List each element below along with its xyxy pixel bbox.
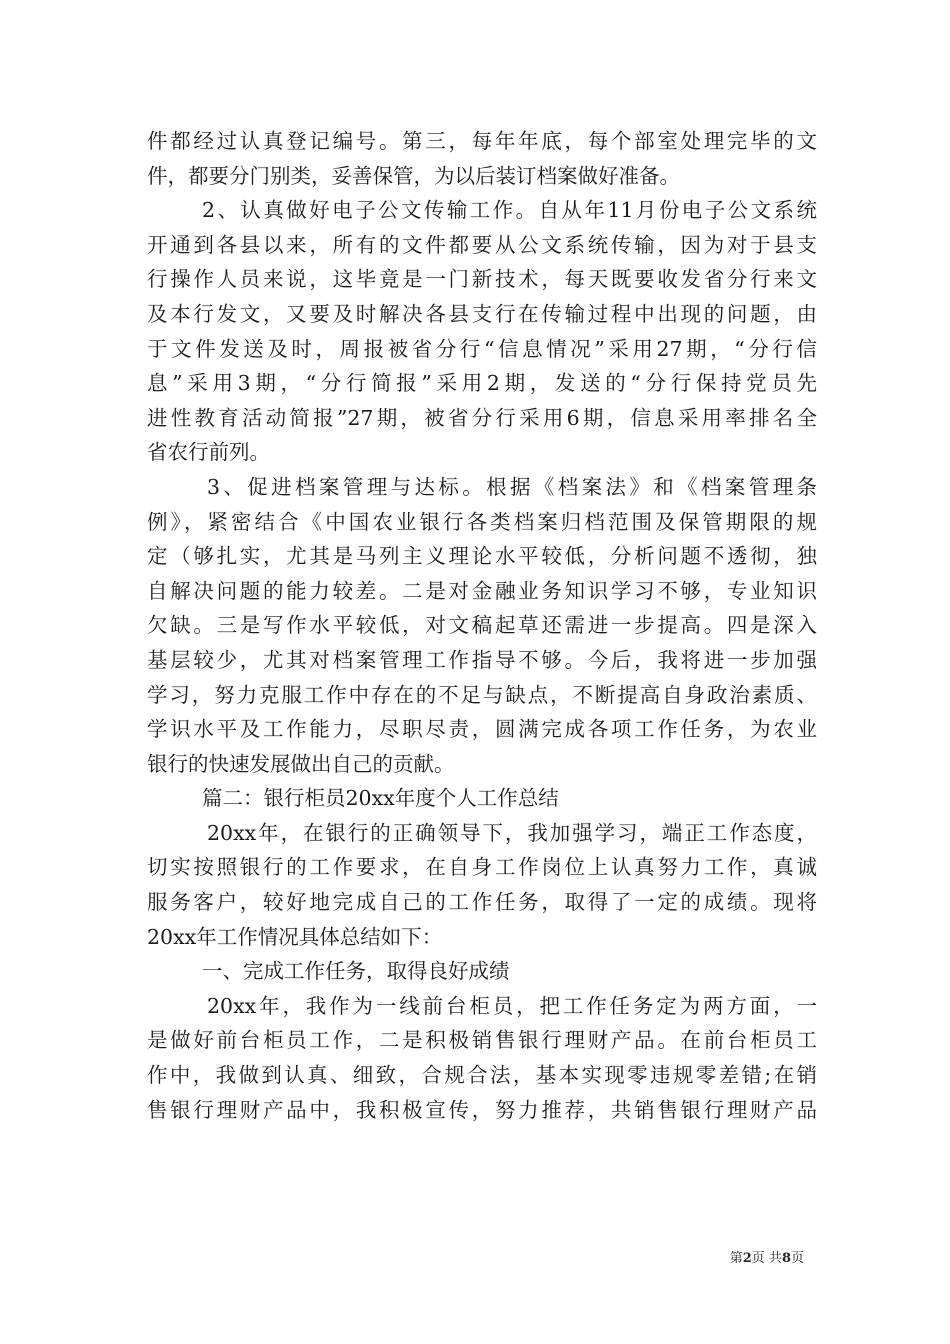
current-page-number: 2 xyxy=(742,1251,752,1266)
text-line: 自解决问题的能力较差。二是对金融业务知识学习不够，专业知识 xyxy=(147,578,817,603)
text-line: 服务客户，较好地完成自己的工作任务，取得了一定的成绩。现将 xyxy=(147,890,817,915)
text-line: 是做好前台柜员工作，二是积极销售银行理财产品。在前台柜员工 xyxy=(147,1028,817,1053)
text-line: 定（够扎实，尤其是马列主义理论水平较低，分析问题不透彻，独 xyxy=(147,544,817,569)
text-line: 件，都要分门别类，妥善保管，为以后装订档案做好准备。 xyxy=(147,163,680,188)
page-footer xyxy=(730,1247,804,1266)
footer-middle: 页 共 xyxy=(751,1251,782,1266)
text-line: 件都经过认真登记编号。第三，每年年底，每个部室处理完毕的文 xyxy=(147,129,817,153)
text-line: 基层较少，尤其对档案管理工作指导不够。今后，我将进一步加强 xyxy=(147,647,817,672)
text-line: 2、认真做好电子公文传输工作。自从年11月份电子公文系统 xyxy=(202,198,817,223)
text-line: 例》，紧密结合《中国农业银行各类档案归档范围及保管期限的规 xyxy=(147,509,817,534)
text-line: 欠缺。三是写作水平较低，对文稿起草还需进一步提高。四是深入 xyxy=(147,613,817,638)
text-line: 息”采用3期，“分行简报”采用2期，发送的“分行保持党员先 xyxy=(147,371,817,396)
text-line: 20xx年工作情况具体总结如下： xyxy=(147,924,443,949)
text-line: 一、完成工作任务，取得良好成绩 xyxy=(202,959,510,984)
text-line: 及本行发文，又要及时解决各县支行在传输过程中出现的问题，由 xyxy=(147,301,817,326)
text-line: 行操作人员来说，这毕竟是一门新技术，每天既要收发省分行来文 xyxy=(147,267,817,292)
text-line: 开通到各县以来，所有的文件都要从公文系统传输，因为对于县支 xyxy=(147,232,817,257)
text-line: 于文件发送及时，周报被省分行“信息情况”采用27期，“分行信 xyxy=(147,336,817,361)
total-page-number: 8 xyxy=(781,1251,791,1266)
text-line: 学习，努力克服工作中存在的不足与缺点，不断提高自身政治素质、 xyxy=(147,682,817,707)
text-line: 学识水平及工作能力，尽职尽责，圆满完成各项工作任务，为农业 xyxy=(147,717,817,742)
text-line: 20xx年，在银行的正确领导下，我加强学习，端正工作态度， xyxy=(207,820,817,845)
text-line: 20xx年，我作为一线前台柜员，把工作任务定为两方面，一 xyxy=(207,993,817,1018)
footer-suffix: 页 xyxy=(790,1251,804,1266)
text-line: 售银行理财产品中，我积极宣传，努力推荐，共销售银行理财产品 xyxy=(147,1097,817,1122)
footer-prefix: 第 xyxy=(729,1251,743,1266)
text-line: 切实按照银行的工作要求，在自身工作岗位上认真努力工作，真诚 xyxy=(147,855,817,880)
text-line: 进性教育活动简报”27期，被省分行采用6期，信息采用率排名全 xyxy=(147,405,817,430)
text-line: 省农行前列。 xyxy=(147,440,270,465)
text-line: 作中，我做到认真、细致，合规合法，基本实现零违规零差错;在销 xyxy=(147,1063,817,1088)
text-line: 3、促进档案管理与达标。根据《档案法》和《档案管理条 xyxy=(207,474,817,499)
text-line: 篇二：银行柜员20xx年度个人工作总结 xyxy=(202,786,559,811)
text-line: 银行的快速发展做出自己的贡献。 xyxy=(147,751,455,776)
document-body xyxy=(147,124,817,1127)
